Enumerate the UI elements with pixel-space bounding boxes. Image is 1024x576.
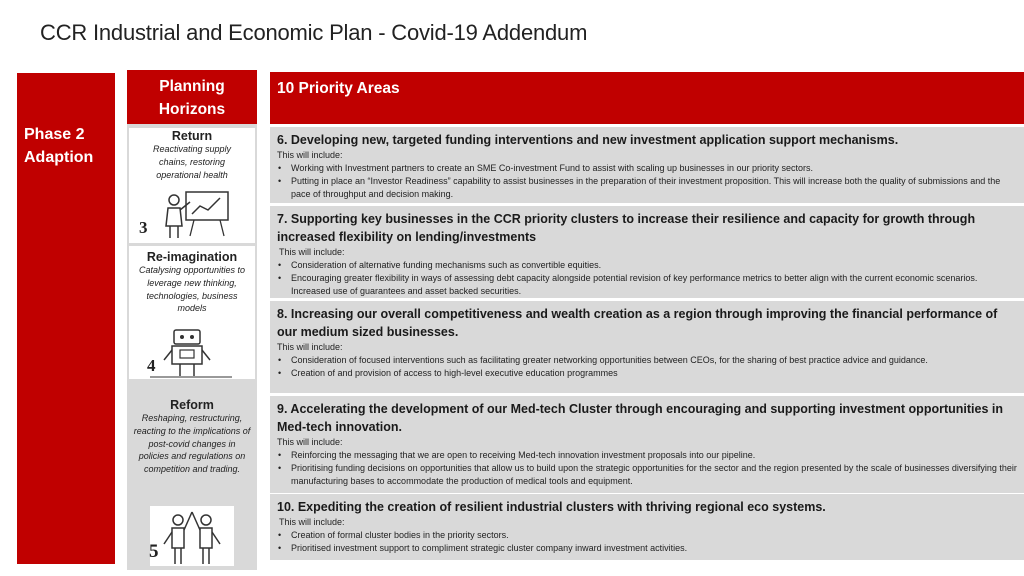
priority-area-intro: This will include:	[279, 517, 345, 527]
horizon-title: Reform	[170, 398, 214, 412]
priority-area-bullet: • Working with Investment partners to create an SME Co-investment Fund to assist with scaling up businesses in our priority sectors.	[277, 162, 1018, 175]
priority-area-bullet: • Encouraging greater flexibility in ways of assessing debt capacity alongside potential revision of key performance metrics to better align with the current economic scenarios. Increased use of guarantees and asset backed securities.	[277, 272, 1018, 298]
priority-area-intro: This will include:	[279, 247, 345, 257]
priority-area-bullet: • Prioritising funding decisions on opportunities that allow us to build upon the strategic opportunities for the sector and the region presented by the scale of businesses diversifying their manufacturing bases to accommodate the production of medical tools and equipment.	[277, 462, 1018, 488]
priority-area-9	[270, 396, 1024, 493]
horizon-description: Reactivating supply chains, restoring operational health	[152, 144, 232, 180]
priority-area-10	[270, 494, 1024, 560]
priority-area-bullet: • Reinforcing the messaging that we are open to receiving Med-tech innovation investment proposals into our pipeline.	[277, 449, 1018, 462]
priority-area-bullet: • Creation of and provision of access to high-level executive education programmes	[277, 367, 1018, 380]
priority-area-bullet: • Putting in place an “Investor Readiness” capability to assist businesses in the preparation of their investment proposition. This will increase both the quality of submissions and the pace of throughput and decision making.	[277, 175, 1018, 201]
priority-area-bullet: • Consideration of focused interventions such as facilitating greater networking opportunities between CEOs, for the sharing of best practice advice and guidance.	[277, 354, 1018, 367]
priority-area-7	[270, 206, 1024, 298]
horizon-title: Return	[171, 129, 213, 143]
priority-area-intro: This will include:	[277, 150, 343, 160]
horizon-number: 4	[147, 356, 156, 375]
two-people-high-five-icon	[150, 506, 234, 566]
planning-horizons-header: Planning Horizons	[127, 70, 257, 124]
priority-area-title: 9. Accelerating the development of our Med-tech Cluster through encouraging and supporting investment opportunities in Med-tech innovation.	[277, 402, 1003, 434]
priority-area-intro: This will include:	[277, 437, 343, 447]
priority-area-intro: This will include:	[277, 342, 343, 352]
priority-area-bullet: • Consideration of alternative funding mechanisms such as convertible equities.	[277, 259, 1018, 272]
phase-column	[17, 73, 115, 564]
priority-area-title: 8. Increasing our overall competitiveness and wealth creation as a region through improving the financial performance of our medium sized businesses.	[277, 307, 998, 339]
priority-areas-header	[270, 72, 1024, 124]
horizon-description: Catalysing opportunities to leverage new thinking, technologies, business models	[138, 265, 246, 314]
horizon-number: 3	[139, 218, 148, 237]
priority-area-8	[270, 301, 1024, 393]
priority-area-title: 7. Supporting key businesses in the CCR priority clusters to increase their resilience and capacity for growth through increased flexibility on lending/investments	[277, 212, 976, 244]
priority-area-6	[270, 127, 1024, 203]
priority-area-bullet: • Prioritised investment support to compliment strategic cluster company inward investment activities.	[277, 542, 1018, 555]
priority-area-title: 6. Developing new, targeted funding interventions and new investment application support mechanisms.	[277, 133, 899, 147]
priority-areas-title: 10 Priority Areas	[277, 80, 400, 97]
page-title: CCR Industrial and Economic Plan - Covid-19 Addendum	[40, 20, 588, 45]
priority-area-bullet: • Creation of formal cluster bodies in the priority sectors.	[277, 529, 1018, 542]
phase-label: Phase 2 Adaption	[24, 126, 94, 166]
horizon-number: 5	[149, 541, 159, 562]
presenter-at-board-icon	[138, 188, 232, 240]
horizon-title: Re-imagination	[146, 250, 238, 264]
horizon-description: Reshaping, restructuring, reacting to the implications of post-covid changes in policies and regulations on competition and trading.	[133, 413, 251, 475]
priority-area-title: 10. Expediting the creation of resilient industrial clusters with thriving regional eco systems.	[277, 500, 826, 514]
planning-horizons-column	[127, 70, 257, 570]
